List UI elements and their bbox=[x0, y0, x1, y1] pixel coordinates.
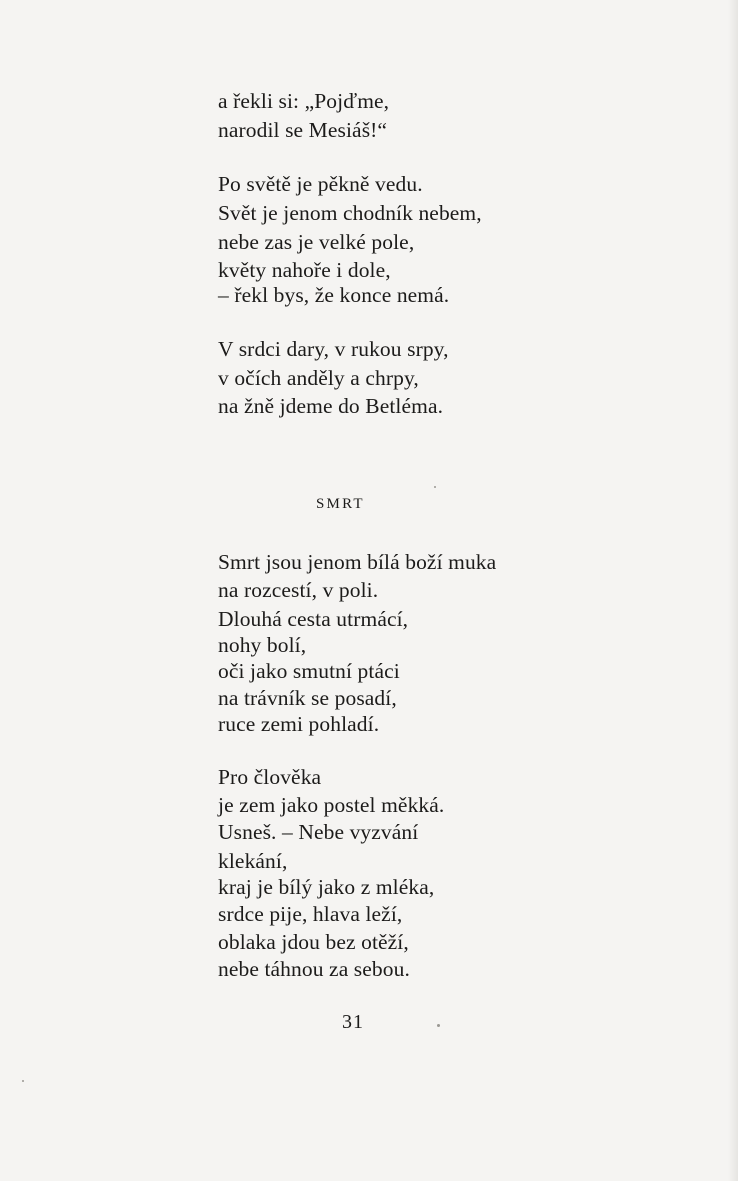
poem-line: Pro člověka bbox=[218, 765, 322, 789]
poem-line: oblaka jdou bez otěží, bbox=[218, 930, 409, 954]
paper-speck bbox=[434, 486, 436, 488]
paper-speck bbox=[22, 1080, 24, 1082]
poem-line: – řekl bys, že konce nemá. bbox=[218, 283, 450, 307]
poem-line: nebe zas je velké pole, bbox=[218, 230, 415, 254]
poem-line: v očích anděly a chrpy, bbox=[218, 366, 419, 390]
poem-line: nebe táhnou za sebou. bbox=[218, 957, 410, 981]
poem-line: Usneš. – Nebe vyzvání bbox=[218, 820, 419, 844]
page-edge-shadow bbox=[728, 0, 738, 1181]
poem-line: Po světě je pěkně vedu. bbox=[218, 172, 423, 196]
poem-line: Smrt jsou jenom bílá boží muka bbox=[218, 550, 497, 574]
poem-line: srdce pije, hlava leží, bbox=[218, 902, 403, 926]
poem-line: klekání, bbox=[218, 849, 288, 873]
poem-line: a řekli si: „Pojďme, bbox=[218, 89, 390, 113]
paper-speck bbox=[437, 1024, 440, 1027]
poem-line: na rozcestí, v poli. bbox=[218, 578, 379, 602]
poem-line: Dlouhá cesta utrmácí, bbox=[218, 607, 409, 631]
poem-line: je zem jako postel měkká. bbox=[218, 793, 445, 817]
poem-line: Svět je jenom chodník nebem, bbox=[218, 201, 482, 225]
poem-line: na žně jdeme do Betléma. bbox=[218, 394, 444, 418]
poem-line: oči jako smutní ptáci bbox=[218, 659, 400, 683]
page-number: 31 bbox=[342, 1011, 364, 1033]
poem-line: na trávník se posadí, bbox=[218, 686, 397, 710]
poem-line: kraj je bílý jako z mléka, bbox=[218, 875, 435, 899]
poem-line: V srdci dary, v rukou srpy, bbox=[218, 337, 449, 361]
poem-line: květy nahoře i dole, bbox=[218, 258, 391, 282]
poem-line: ruce zemi pohladí. bbox=[218, 712, 380, 736]
section-title: SMRT bbox=[316, 496, 365, 512]
poem-line: nohy bolí, bbox=[218, 633, 307, 657]
poem-line: narodil se Mesiáš!“ bbox=[218, 118, 388, 142]
